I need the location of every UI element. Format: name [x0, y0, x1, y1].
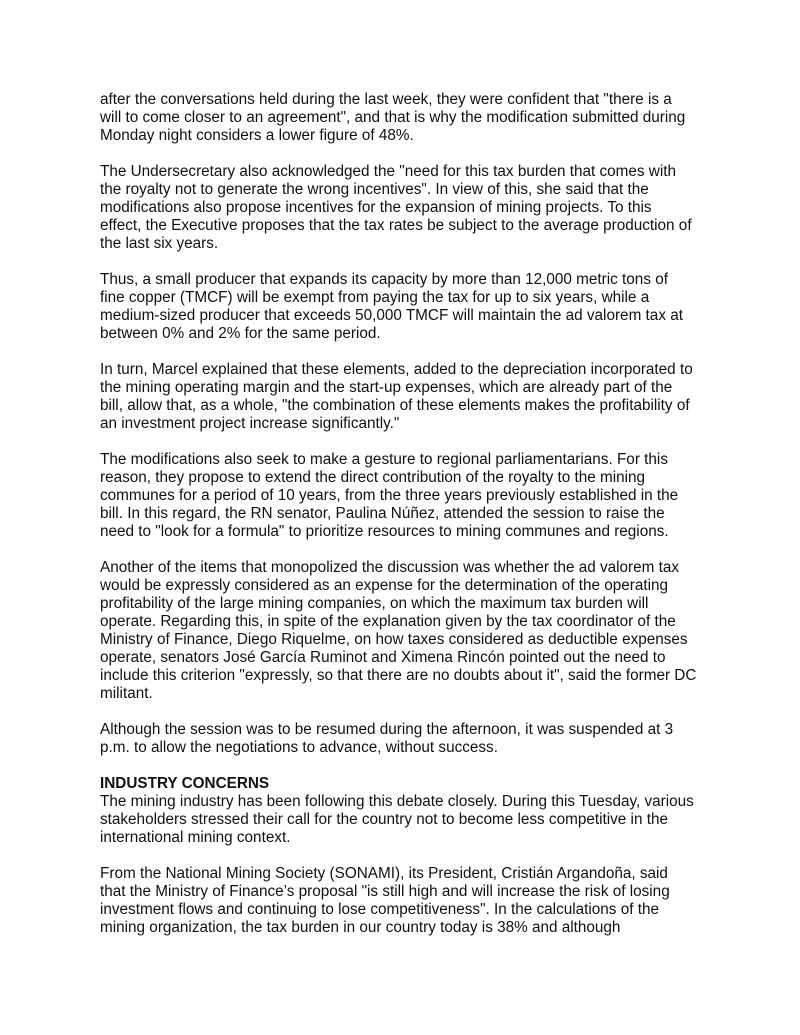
document-page [100, 91, 740, 955]
text-line: bill. In this regard, the RN senator, Paulina Núñez, attended the session to raise the [100, 505, 665, 522]
text-line: fine copper (TMCF) will be exempt from paying the tax for up to six years, while a [100, 289, 650, 306]
text-line: Although the session was to be resumed during the afternoon, it was suspended at 3 [100, 721, 674, 738]
text-line: effect, the Executive proposes that the tax rates be subject to the average production of [100, 217, 692, 234]
text-line: Monday night considers a lower figure of 48%. [100, 127, 414, 144]
text-line: communes for a period of 10 years, from the three years previously established in the [100, 487, 679, 504]
text-line: Thus, a small producer that expands its capacity by more than 12,000 metric tons of [100, 271, 668, 288]
text-line: will to come closer to an agreement", and that is why the modification submitted during [100, 109, 686, 126]
paragraph [100, 559, 740, 703]
text-line: investment flows and continuing to lose competitiveness". In the calculations of the [100, 901, 659, 918]
text-line: The modifications also seek to make a gesture to regional parliamentarians. For this [100, 451, 668, 468]
text-line: reason, they propose to extend the direct contribution of the royalty to the mining [100, 469, 646, 486]
text-line: need to "look for a formula" to prioritize resources to mining communes and regions. [100, 523, 669, 540]
paragraph [100, 163, 740, 253]
text-line: p.m. to allow the negotiations to advance, without success. [100, 739, 498, 756]
text-line: international mining context. [100, 829, 291, 846]
text-line: In turn, Marcel explained that these elements, added to the depreciation incorporated to [100, 361, 693, 378]
text-line: The mining industry has been following this debate closely. During this Tuesday, various [100, 793, 694, 810]
text-line: an investment project increase significantly." [100, 415, 400, 432]
paragraph [100, 451, 740, 541]
text-line: between 0% and 2% for the same period. [100, 325, 381, 342]
text-line: that the Ministry of Finance’s proposal "is still high and will increase the risk of losing [100, 883, 670, 900]
text-line: stakeholders stressed their call for the country not to become less competitive in the [100, 811, 668, 828]
text-line: modifications also propose incentives for the expansion of mining projects. To this [100, 199, 652, 216]
text-line: the last six years. [100, 235, 219, 252]
text-line: Ministry of Finance, Diego Riquelme, on how taxes considered as deductible expenses [100, 631, 688, 648]
text-line: the royalty not to generate the wrong incentives". In view of this, she said that the [100, 181, 649, 198]
paragraph [100, 271, 740, 343]
paragraph [100, 721, 740, 757]
text-line: after the conversations held during the last week, they were confident that "there is a [100, 91, 672, 108]
paragraph [100, 361, 740, 433]
text-line: would be expressly considered as an expense for the determination of the operating [100, 577, 669, 594]
text-line: operate. Regarding this, in spite of the explanation given by the tax coordinator of the [100, 613, 676, 630]
section-heading: INDUSTRY CONCERNS [100, 775, 270, 792]
section-body [100, 793, 740, 937]
text-line: From the National Mining Society (SONAMI), its President, Cristián Argandoña, said [100, 865, 668, 882]
text-line: operate, senators José García Ruminot and Ximena Rincón pointed out the need to [100, 649, 666, 666]
text-line: profitability of the large mining companies, on which the maximum tax burden will [100, 595, 649, 612]
text-line: militant. [100, 685, 153, 702]
text-line: include this criterion "expressly, so that there are no doubts about it", said the former DC [100, 667, 697, 684]
paragraph [100, 793, 740, 847]
industry-concerns-section [100, 775, 740, 937]
text-line: The Undersecretary also acknowledged the "need for this tax burden that comes with [100, 163, 676, 180]
text-line: the mining operating margin and the start-up expenses, which are already part of the [100, 379, 673, 396]
text-line: Another of the items that monopolized the discussion was whether the ad valorem tax [100, 559, 680, 576]
text-line: medium-sized producer that exceeds 50,000 TMCF will maintain the ad valorem tax at [100, 307, 683, 324]
text-line: mining organization, the tax burden in our country today is 38% and although [100, 919, 621, 936]
text-line: bill, allow that, as a whole, "the combination of these elements makes the profitability of [100, 397, 690, 414]
article-body [100, 91, 740, 757]
paragraph [100, 91, 740, 145]
paragraph [100, 865, 740, 937]
